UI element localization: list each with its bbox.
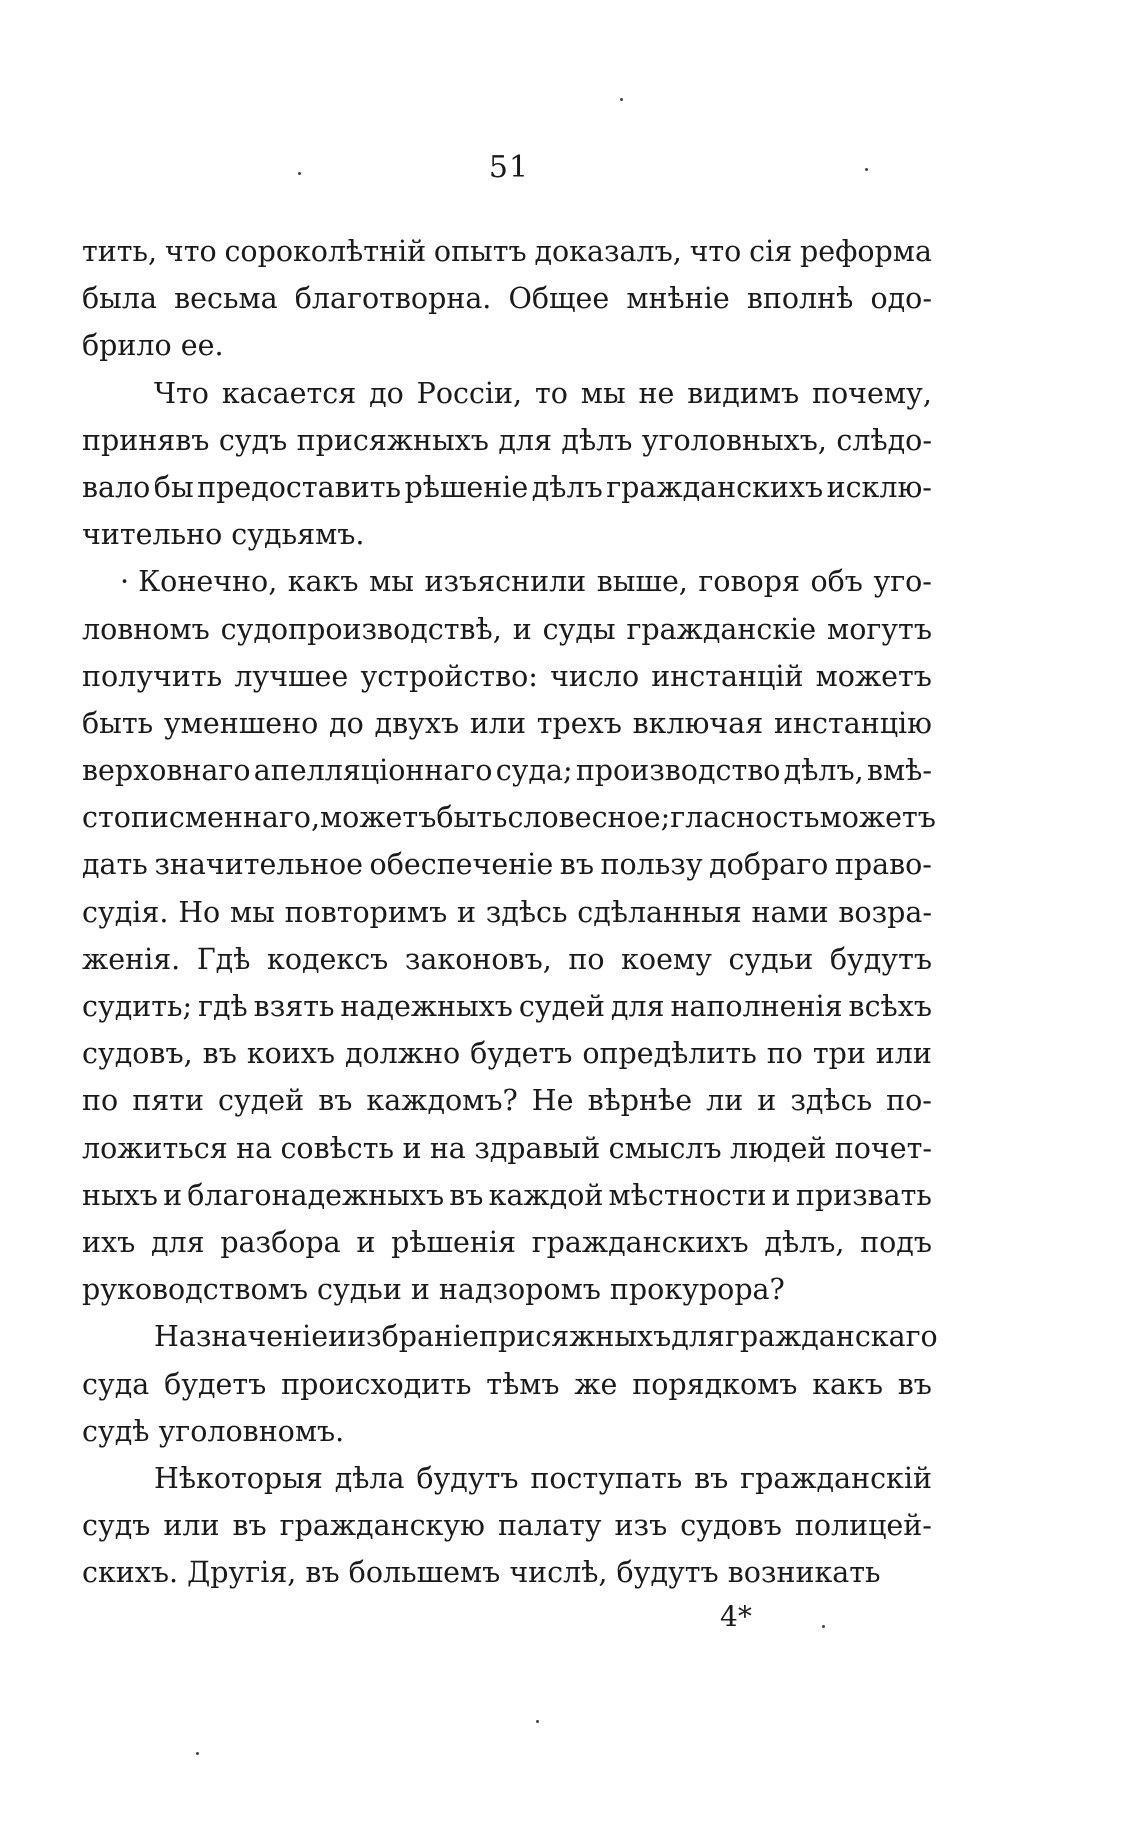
word: суда; (495, 754, 573, 788)
word: обеспеченіе (369, 848, 554, 882)
text-line (82, 1313, 938, 1360)
word: бы (153, 470, 194, 504)
text-line (82, 370, 932, 417)
word: могутъ (827, 612, 932, 646)
word: судить; (82, 990, 193, 1023)
word: видимъ (687, 376, 800, 410)
word: разбора (220, 1225, 341, 1259)
word: то (534, 376, 568, 410)
word: судьи (728, 942, 814, 976)
word: мы (580, 376, 626, 410)
word: по (766, 1037, 803, 1071)
word: вполнѣ (746, 282, 854, 316)
word: и (757, 1084, 777, 1118)
word: взять (253, 990, 335, 1023)
word: судъ (82, 1509, 151, 1543)
word: же (574, 1367, 618, 1401)
word: въ (232, 1509, 267, 1543)
word: въ (897, 1367, 932, 1401)
word: будетъ (164, 1367, 267, 1401)
word: мнѣніе (626, 282, 730, 316)
word: или (875, 1037, 932, 1071)
word: гдѣ (198, 990, 248, 1023)
word: Но (178, 895, 221, 929)
word: и (328, 1320, 348, 1354)
word: писменнаго, (130, 801, 321, 835)
word: будутъ (829, 942, 932, 976)
word: дать (82, 848, 148, 882)
word: въ (559, 848, 594, 882)
text-line: брило ее. (82, 329, 224, 363)
word: рѣшеніе (404, 470, 529, 504)
word: Что (154, 376, 209, 410)
word: можетъ (320, 801, 437, 835)
word: производство (575, 754, 781, 788)
word: присяжныхъ (296, 423, 489, 457)
text-line (82, 417, 932, 464)
word: устройство: (360, 659, 538, 693)
word: палату (497, 1509, 602, 1543)
word: смыслъ (608, 1131, 722, 1165)
word: благонадежныхъ (187, 1178, 445, 1212)
word: сороколѣтній (224, 235, 427, 268)
word: уголовныхъ, (641, 423, 827, 457)
text-line (82, 1502, 932, 1549)
word: присяжныхъ (478, 1320, 672, 1354)
word: здѣсь (485, 895, 568, 929)
word: вало (82, 470, 151, 504)
word: каждомъ? (366, 1084, 518, 1118)
scan-speck (822, 1625, 825, 1628)
word: право- (834, 848, 932, 882)
word: или (163, 1509, 220, 1543)
word: суда (82, 1367, 150, 1401)
word: судовъ, (82, 1037, 193, 1071)
word: дѣлъ (561, 423, 633, 457)
text-line (82, 841, 932, 888)
word: дѣлъ, (783, 754, 864, 788)
text-line: судѣ уголовномъ. (82, 1414, 345, 1448)
word: возра- (838, 895, 932, 929)
word: до (369, 376, 404, 410)
word: тѣмъ (486, 1367, 560, 1401)
word: сто (82, 801, 131, 835)
text-line (82, 889, 932, 936)
word: тить, (82, 235, 158, 268)
word: избраніе (347, 1320, 479, 1354)
word: въ (694, 1461, 729, 1495)
word: число (550, 659, 640, 693)
word: благотворна. (294, 282, 492, 316)
text-line (82, 558, 932, 605)
text-line (82, 1219, 932, 1266)
word: людей (730, 1131, 827, 1165)
word: на (236, 1131, 273, 1165)
word: верховнаго (82, 754, 251, 788)
word: почему, (812, 376, 932, 410)
word: быть (436, 801, 508, 835)
word: всѣхъ (848, 990, 932, 1023)
word: ихъ (82, 1225, 136, 1259)
word: реформа (799, 235, 932, 268)
word: вѣрнѣе (587, 1084, 693, 1118)
word: Не (531, 1084, 574, 1118)
word: повторимъ (284, 895, 448, 929)
word: судъ (218, 423, 288, 457)
word: призвать (795, 1178, 932, 1212)
word: изъяснили (424, 565, 587, 599)
word: три (812, 1037, 866, 1071)
word: уго- (873, 565, 932, 599)
word: Россіи, (416, 376, 523, 410)
text-line (82, 1361, 932, 1408)
word: касается (221, 376, 357, 410)
word: судія. (82, 895, 169, 929)
word: въ (202, 1037, 237, 1071)
word: для (150, 1225, 205, 1259)
word: и (512, 612, 532, 646)
word: для (498, 423, 552, 457)
word: была (82, 282, 157, 316)
word: гражданскихъ (606, 470, 824, 504)
word: здравый (474, 1131, 601, 1165)
word: инстанцій (651, 659, 804, 693)
word: принявъ (82, 423, 210, 457)
word: можетъ (815, 659, 932, 693)
word: надежныхъ (340, 990, 513, 1023)
word: и (402, 1131, 422, 1165)
word: опредѣлить (582, 1037, 757, 1071)
word: трехъ (536, 706, 622, 740)
word: и (356, 1225, 376, 1259)
word: получить (82, 659, 223, 693)
word: полицей- (794, 1509, 932, 1543)
word: для (671, 1320, 725, 1354)
word: по (568, 942, 605, 976)
text-line (82, 1172, 932, 1219)
word: законовъ, (404, 942, 552, 976)
word: доказалъ, (534, 235, 682, 268)
word: на (429, 1131, 466, 1165)
word: и (771, 1178, 791, 1212)
word: для (610, 990, 665, 1023)
word: опытъ (433, 235, 527, 268)
word: уменшено (163, 706, 319, 740)
scan-speck (536, 1720, 539, 1723)
word: въ (449, 1178, 484, 1212)
word: выше, (596, 565, 688, 599)
text-line (82, 747, 932, 794)
word: и (456, 895, 476, 929)
word: суды (542, 612, 616, 646)
word: апелляціоннаго (253, 754, 493, 788)
word: гражданскіе (626, 612, 817, 646)
word: ли (706, 1084, 744, 1118)
word: гражданскую (279, 1509, 485, 1543)
word: женія. (82, 942, 181, 976)
text-line (82, 936, 932, 983)
word: дѣлъ, (764, 1225, 845, 1259)
text-line (82, 653, 932, 700)
word: или (469, 706, 526, 740)
word: наполненія (670, 990, 843, 1023)
word: каждой (488, 1178, 604, 1212)
word: Назначеніе (154, 1320, 329, 1354)
text-line: руководствомъ судьи и надзоромъ прокурора? (82, 1273, 785, 1307)
text-line (82, 794, 936, 841)
word: происходить (281, 1367, 472, 1401)
text-line (82, 700, 932, 747)
word: дѣла (334, 1461, 405, 1495)
word: кодексъ (267, 942, 389, 976)
word: ныхъ (82, 1178, 158, 1212)
text-line (82, 1455, 932, 1502)
word: сія (749, 235, 793, 268)
word: значительное (154, 848, 364, 882)
body-text (82, 228, 938, 1596)
word: и (163, 1178, 183, 1212)
word: словесное; (507, 801, 671, 835)
word: какъ (287, 565, 359, 599)
signature-mark: 4* (720, 1600, 752, 1633)
word: судопроизводствѣ, (220, 612, 502, 646)
word: судей (218, 1084, 305, 1118)
word: мы (229, 895, 275, 929)
text-line (82, 464, 932, 511)
word: Общее (508, 282, 610, 316)
word: гражданскій (740, 1461, 932, 1495)
word: будетъ (470, 1037, 573, 1071)
word: рѣшенія (391, 1225, 517, 1259)
scan-speck (196, 1752, 199, 1755)
word: коихъ (246, 1037, 335, 1071)
word: мы (369, 565, 414, 599)
word: ловномъ (82, 612, 210, 646)
word: вмѣ- (866, 754, 932, 788)
word: нами (751, 895, 829, 929)
word: подъ (860, 1225, 932, 1259)
word: предоставить (197, 470, 401, 504)
word: Нѣкоторыя (154, 1461, 323, 1495)
word: въ (318, 1084, 353, 1118)
word: лучшее (234, 659, 349, 693)
text-line (82, 1030, 932, 1077)
word: добраго (709, 848, 829, 882)
word: гласность (670, 801, 820, 835)
word: весьма (174, 282, 278, 316)
word: мѣстности (608, 1178, 767, 1212)
word: двухъ (374, 706, 460, 740)
word: коему (621, 942, 712, 976)
word: объ (810, 565, 863, 599)
word: судовъ (680, 1509, 782, 1543)
word: здѣсь (790, 1084, 873, 1118)
page-number: 51 (488, 150, 530, 185)
text-line (82, 275, 932, 322)
text-line (82, 228, 932, 275)
word: порядкомъ (632, 1367, 798, 1401)
text-line (82, 606, 932, 653)
word: быть (82, 706, 154, 740)
word: инстанцію (774, 706, 932, 740)
word: совѣсть (280, 1131, 395, 1165)
text-line (82, 1125, 932, 1172)
word: гражданскихъ (531, 1225, 749, 1259)
word: гражданскаго (724, 1320, 938, 1354)
word: дѣлъ (531, 470, 603, 504)
scan-speck (298, 172, 301, 175)
word: не (638, 376, 675, 410)
word: пяти (132, 1084, 204, 1118)
word: исклю- (826, 470, 932, 504)
word: судей (518, 990, 605, 1023)
word: что (689, 235, 742, 268)
text-line (82, 1077, 932, 1124)
scan-speck (865, 168, 868, 171)
word: можетъ (819, 801, 936, 835)
word: говоря (698, 565, 800, 599)
text-line: чительно судьямъ. (82, 518, 365, 552)
word: Гдѣ (196, 942, 251, 976)
word: ложиться (82, 1131, 228, 1165)
word: одо- (870, 282, 932, 316)
word: пользу (600, 848, 703, 882)
word: сдѣланныя (577, 895, 742, 929)
word: изъ (614, 1509, 668, 1543)
text-line: скихъ. Другія, въ большемъ числѣ, будутъ возникать (82, 1556, 881, 1590)
word: по- (886, 1084, 932, 1118)
word: по (82, 1084, 119, 1118)
word: должно (344, 1037, 461, 1071)
word: что (164, 235, 217, 268)
word: включая (632, 706, 764, 740)
scan-speck (620, 98, 623, 101)
word: будутъ (416, 1461, 519, 1495)
word: какъ (812, 1367, 883, 1401)
word: до (329, 706, 364, 740)
word: · Конечно, (120, 565, 278, 599)
text-line (82, 983, 932, 1030)
word: почет- (834, 1131, 932, 1165)
word: поступать (530, 1461, 683, 1495)
word: слѣдо- (836, 423, 932, 457)
